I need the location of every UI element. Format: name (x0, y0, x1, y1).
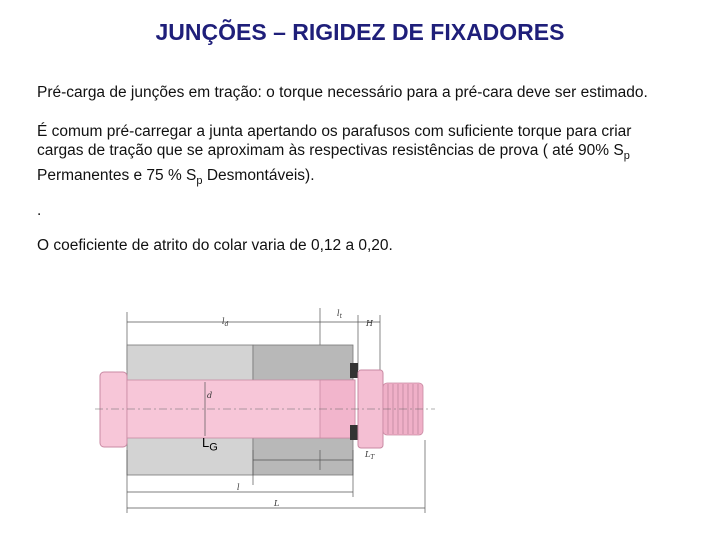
paragraph-line: cargas de tração que se aproximam às respectivas resistências de prova ( até 90% S (37, 142, 624, 159)
paragraph-preload: Pré-carga de junções em tração: o torque necessário para a pré-cara deve ser estimado. (37, 84, 648, 101)
label-ld: $l_d$ (222, 317, 229, 328)
subscript: p (623, 150, 630, 162)
washer-top (350, 363, 358, 378)
paragraph-line: Permanentes e 75 % S (37, 167, 197, 184)
bolt-head (100, 372, 127, 447)
paragraph-line: Desmontáveis). (202, 167, 315, 184)
label-d: d (207, 391, 213, 400)
bolted-joint-figure (90, 300, 450, 525)
label-lg (202, 435, 218, 454)
label-H: H (366, 319, 373, 328)
paragraph-friction: O coeficiente de atrito do colar varia de 0,12 a 0,20. (37, 237, 393, 254)
label-L: L (274, 499, 280, 508)
label-lg-sub: G (209, 441, 218, 454)
paragraph-common-practice (37, 122, 687, 191)
label-l: l (237, 483, 240, 492)
subscript: p (196, 175, 203, 187)
page-title: JUNÇÕES – RIGIDEZ DE FIXADORES (155, 19, 565, 45)
paragraph-line: É comum pré-carregar a junta apertando os parafusos com suficiente torque para criar (37, 123, 632, 140)
bolted-joint-diagram (90, 300, 450, 525)
label-LT: $L_T$ (365, 450, 375, 461)
paragraph-dot: . (37, 202, 42, 219)
label-lg-main: L (202, 435, 210, 450)
washer-bottom (350, 425, 358, 440)
label-lt: $l_t$ (337, 309, 342, 320)
